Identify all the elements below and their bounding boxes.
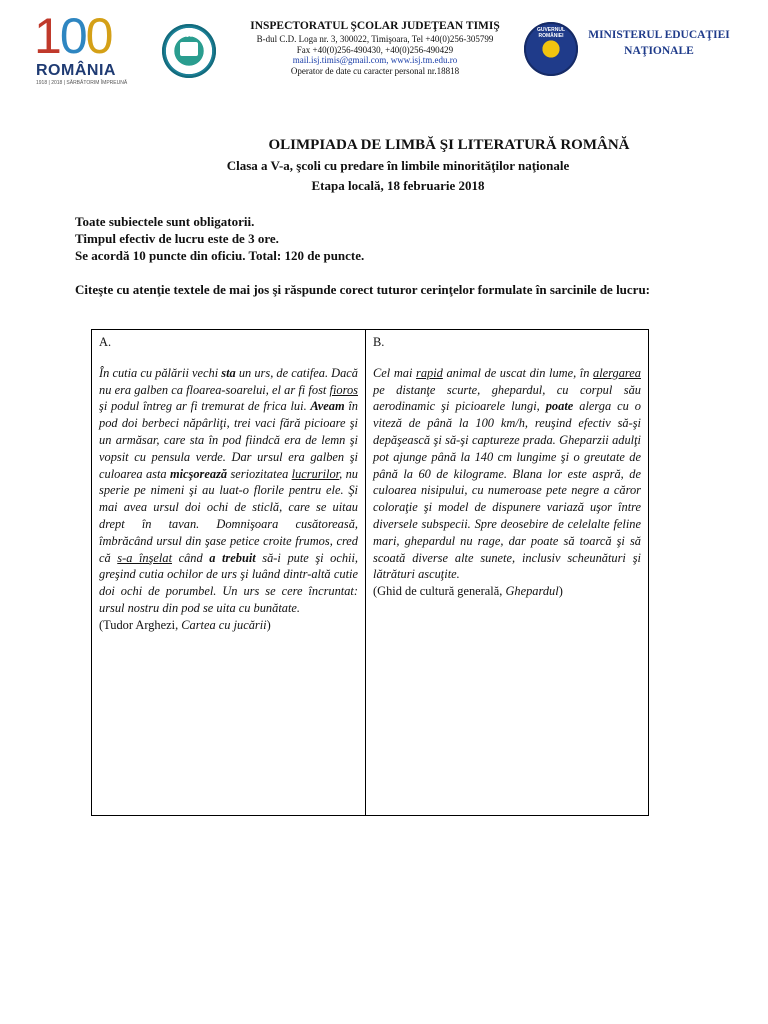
keyword: a trebuit	[209, 550, 256, 565]
institution-operator: Operator de date cu caracter personal nr.18818	[290, 66, 460, 77]
keyword: rapid	[416, 365, 443, 380]
institution-fax: Fax +40(0)256-490430, +40(0)256-490429	[296, 44, 454, 55]
ministry-name	[584, 28, 734, 59]
isj-logo-text: ISJTM	[180, 33, 198, 39]
class-subtitle: Clasa a V-a, şcoli cu predare în limbile minorităţilor naţionale	[226, 158, 570, 173]
keyword: sta	[221, 365, 236, 380]
text-b-label: B.	[373, 335, 385, 349]
seal-text: GUVERNUL ROMÂNIEI	[536, 27, 566, 39]
keyword: lucrurilor	[291, 466, 340, 481]
keyword: Aveam	[310, 399, 345, 414]
olympiad-title: OLIMPIADA DE LIMBĂ ŞI LITERATURĂ ROMÂNĂ	[268, 137, 630, 153]
centenary-tagline: 1918 | 2018 | SĂRBĂTORIM ÎMPREUNĂ	[36, 80, 128, 86]
government-seal-logo	[524, 22, 578, 76]
keyword: alergarea	[593, 365, 641, 380]
centenary-digits: 100	[34, 8, 112, 64]
text-a-source: (Tudor Arghezi, Cartea cu jucării)	[99, 617, 271, 632]
text-b-column	[366, 330, 648, 815]
text-a-label: A.	[99, 335, 112, 349]
institution-address: B-dul C.D. Loga nr. 3, 300022, Timişoara, Tel +40(0)256-305799	[256, 33, 494, 44]
ministry-line1: MINISTERUL EDUCAŢIEI	[588, 29, 730, 41]
text-a-column	[92, 330, 366, 815]
texts-table	[91, 329, 649, 816]
keyword: fioros	[329, 382, 358, 397]
institution-block	[230, 20, 520, 77]
task-statement: Citeşte cu atenţie textele de mai jos şi răspunde corect tuturor cerinţelor formulate în sarcinile de lucru:	[75, 282, 651, 297]
instruction-2: Timpul efectiv de lucru este de 3 ore.	[75, 231, 279, 246]
text-b-source: (Ghid de cultură generală, Ghepardul)	[373, 584, 563, 599]
instruction-3: Se acordă 10 puncte din oficiu. Total: 120 de puncte.	[75, 248, 365, 263]
text-a-body: În cutia cu pălării vechi sta un urs, de catifea. Dacă nu era galben ca floarea-soarelui, el ar fi fost fioros şi podul întreg ar fi tremurat de frica lui. Aveam în pod doi berbeci năpârliţi, trei vaci fără picioare şi un armăsar, care sta în pod fiindcă era de lemn şi vopsit cu pensula verde. Dar ursul era galben şi culoarea asta micşorează seriozitatea lucrurilor, nu sperie pe nimeni şi au luat-o florile pentru ele. Şi mai avea ursul doi ochi de sticlă, care se uitau drept în tavan. Domnişoara cusătoreasă, îmbrăcând ursul din şase petice croite frumos, cred că s-a înşelat când a trebuit să-i pute şi ochii, greşind cutia ochilor de urs şi luând dintr-altă cutie doi ochi de porumbel. Un urs se cere încruntat: ursul nostru din pod se uita cu bunătate.	[99, 365, 359, 615]
keyword: poate	[545, 399, 574, 414]
institution-name: INSPECTORATUL ŞCOLAR JUDEŢEAN TIMIŞ	[250, 20, 500, 32]
centenary-logo	[34, 10, 134, 88]
centenary-word: ROMÂNIA	[36, 62, 116, 79]
stage-date: Etapa locală, 18 februarie 2018	[311, 178, 485, 193]
institution-web[interactable]: mail.isj.timis@gmail.com, www.isj.tm.edu.ro	[292, 55, 458, 66]
instruction-1: Toate subiectele sunt obligatorii.	[75, 214, 255, 229]
keyword: micşorează	[169, 466, 228, 481]
text-b-body: Cel mai rapid animal de uscat din lume, în alergarea pe distanţe scurte, ghepardul, cu corpul său aerodinamic şi picioarele lungi, poate alerga cu o viteză de până la 100 km/h, reuşind efectiv să-şi depăşească şi să-şi captureze prada. Gheparzii adulţi pot ajunge până la 140 cm lungime şi o greutate de până la 60 de kilograme. Blana lor este aspră, de culoarea nisipului, cu numeroase pete negre a căror coloraţie şi model de dispunere variază uşor între diversele subspecii. Spre deosebire de celelalte feline mari, ghepardul nu rage, dar poate să toarcă şi să scoată diverse alte sunete, inclusiv scheunături şi lătrături ascuţite.	[373, 365, 642, 582]
keyword: s-a înşelat	[117, 550, 173, 565]
isj-timis-logo	[162, 24, 216, 78]
ministry-line2: NAŢIONALE	[624, 44, 694, 57]
instructions	[75, 213, 364, 264]
book-icon	[180, 42, 198, 56]
